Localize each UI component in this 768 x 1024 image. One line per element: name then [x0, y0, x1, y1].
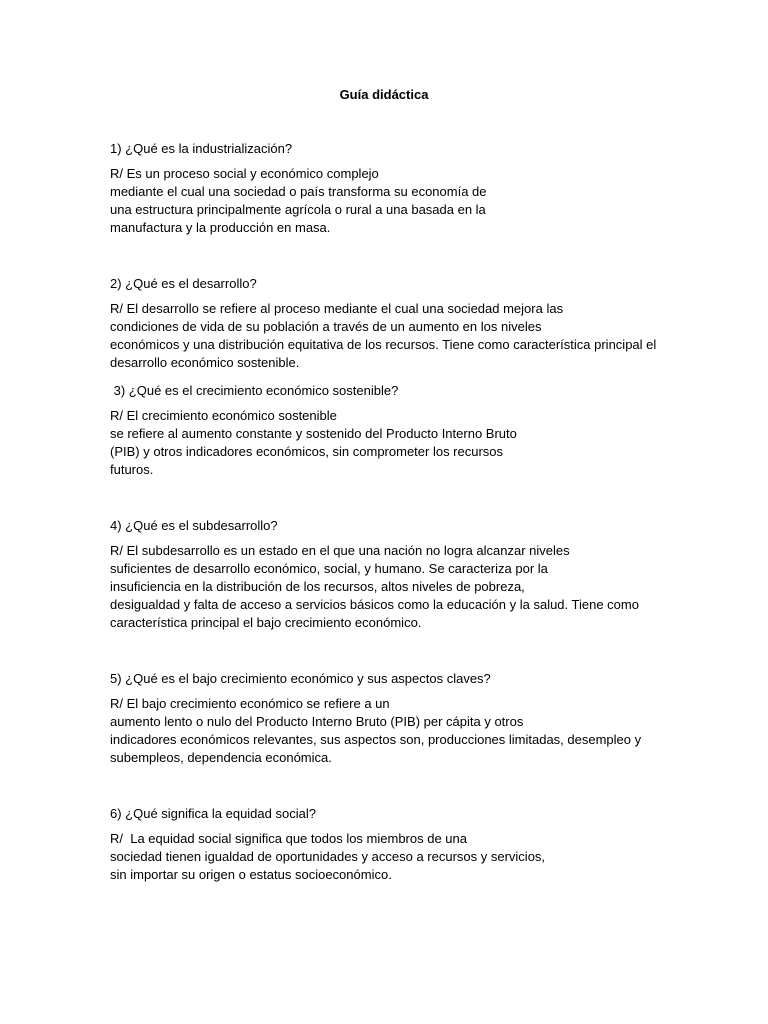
section-4 — [110, 517, 639, 632]
answer-4 — [110, 542, 639, 632]
answer-line: una estructura principalmente agrícola o rural a una basada en la — [110, 202, 486, 217]
answer-line: mediante el cual una sociedad o país transforma su economía de — [110, 184, 487, 199]
answer-2 — [110, 300, 656, 372]
answer-line: R/ El desarrollo se refiere al proceso mediante el cual una sociedad mejora las — [110, 301, 564, 316]
answer-line: desigualdad y falta de acceso a servicios básicos como la educación y la salud. Tiene como — [110, 597, 639, 612]
answer-line: manufactura y la producción en masa. — [110, 220, 331, 235]
question-3: 3) ¿Qué es el crecimiento económico sostenible? — [110, 383, 399, 398]
question-6: 6) ¿Qué significa la equidad social? — [110, 806, 316, 821]
answer-line: condiciones de vida de su población a través de un aumento en los niveles — [110, 319, 542, 334]
answer-line: R/ La equidad social significa que todos los miembros de una — [110, 831, 467, 846]
answer-line: característica principal el bajo crecimiento económico. — [110, 615, 422, 630]
section-5 — [110, 670, 641, 767]
answer-line: suficientes de desarrollo económico, social, y humano. Se caracteriza por la — [110, 561, 548, 576]
section-1 — [110, 140, 487, 237]
section-6 — [110, 805, 545, 884]
question-4: 4) ¿Qué es el subdesarrollo? — [110, 518, 278, 533]
answer-line: R/ El bajo crecimiento económico se refiere a un — [110, 696, 390, 711]
answer-line: desarrollo económico sostenible. — [110, 355, 300, 370]
document-title: Guía didáctica — [339, 87, 429, 102]
answer-line: indicadores económicos relevantes, sus aspectos son, producciones limitadas, desempleo y — [110, 732, 642, 747]
answer-5 — [110, 695, 641, 767]
question-1: 1) ¿Qué es la industrialización? — [110, 141, 293, 156]
answer-line: económicos y una distribución equitativa de los recursos. Tiene como característica principal el — [110, 337, 657, 352]
answer-line: sin importar su origen o estatus socioeconómico. — [110, 867, 392, 882]
answer-line: sociedad tienen igualdad de oportunidades y acceso a recursos y servicios, — [110, 849, 546, 864]
answer-line: aumento lento o nulo del Producto Interno Bruto (PIB) per cápita y otros — [110, 714, 524, 729]
answer-line: futuros. — [110, 462, 154, 477]
answer-line: insuficiencia en la distribución de los recursos, altos niveles de pobreza, — [110, 579, 525, 594]
section-2 — [110, 275, 656, 372]
answer-1 — [110, 165, 487, 237]
answer-line: R/ El crecimiento económico sostenible — [110, 408, 337, 423]
answer-line: subempleos, dependencia económica. — [110, 750, 332, 765]
answer-3 — [110, 407, 517, 479]
answer-line: R/ El subdesarrollo es un estado en el que una nación no logra alcanzar niveles — [110, 543, 570, 558]
question-5: 5) ¿Qué es el bajo crecimiento económico y sus aspectos claves? — [110, 671, 491, 686]
question-2: 2) ¿Qué es el desarrollo? — [110, 276, 257, 291]
section-3 — [110, 382, 517, 479]
answer-line: se refiere al aumento constante y sostenido del Producto Interno Bruto — [110, 426, 517, 441]
answer-line: (PIB) y otros indicadores económicos, sin comprometer los recursos — [110, 444, 504, 459]
answer-line: R/ Es un proceso social y económico complejo — [110, 166, 379, 181]
answer-6 — [110, 830, 545, 884]
